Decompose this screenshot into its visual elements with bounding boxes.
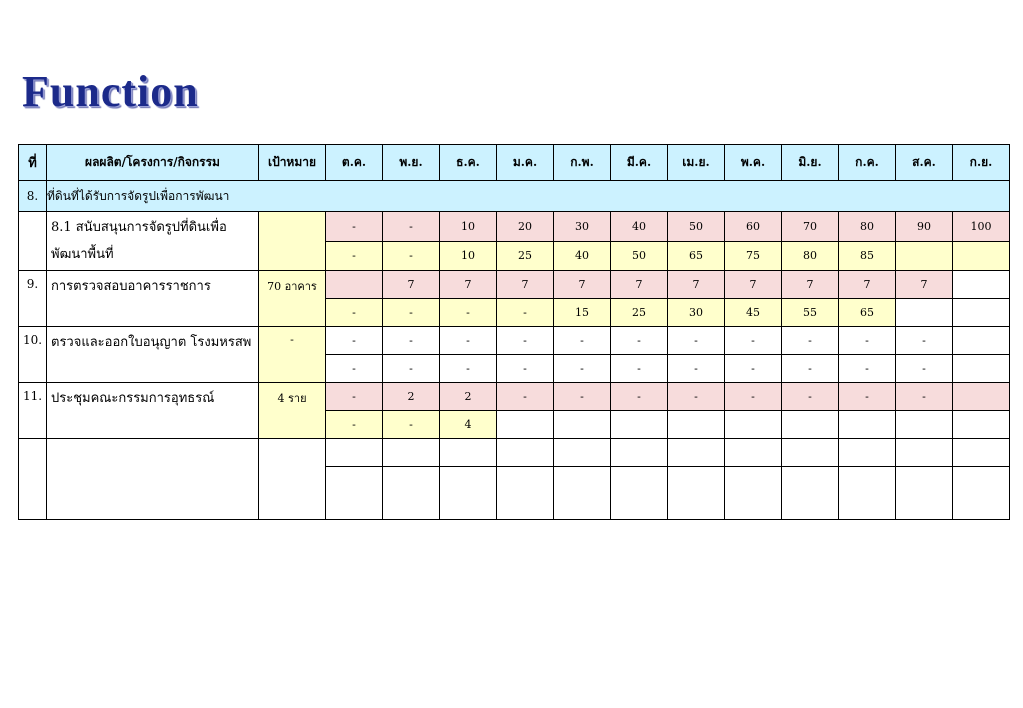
header-target: เป้าหมาย [259,145,326,181]
plan-value-cell: 7 [440,271,497,299]
plan-value-cell: - [326,212,383,242]
actual-value-cell [611,411,668,439]
actual-value-cell [953,299,1010,327]
actual-value-cell: 4 [440,411,497,439]
actual-value-cell: 10 [440,241,497,271]
plan-value-cell: 100 [953,212,1010,242]
actual-value-cell: - [611,355,668,383]
row-target: 70 อาคาร [259,271,326,327]
actual-value-cell [839,411,896,439]
plan-value-cell: 7 [782,271,839,299]
plan-value-cell [953,271,1010,299]
actual-value-cell: - [668,355,725,383]
actual-value-cell [554,411,611,439]
header-month: ก.พ. [554,145,611,181]
empty-cell [326,467,383,520]
row-no: 11. [19,383,47,439]
plan-value-cell [953,383,1010,411]
actual-value-cell: 65 [668,241,725,271]
plan-value-cell: - [839,327,896,355]
actual-value-cell: 15 [554,299,611,327]
row-target: 4 ราย [259,383,326,439]
table-row [19,327,1010,355]
plan-value-cell: 60 [725,212,782,242]
actual-value-cell [782,411,839,439]
empty-cell [725,467,782,520]
empty-cell [440,467,497,520]
plan-value-cell: - [725,383,782,411]
actual-value-cell: 85 [839,241,896,271]
empty-cell [554,467,611,520]
header-month: ต.ค. [326,145,383,181]
plan-value-cell: - [440,327,497,355]
empty-cell [896,467,953,520]
header-month: ก.ย. [953,145,1010,181]
table-row [19,271,1010,299]
actual-value-cell: 25 [611,299,668,327]
actual-value-cell [725,411,782,439]
plan-value-cell: 90 [896,212,953,242]
actual-value-cell: 40 [554,241,611,271]
header-month: พ.ย. [383,145,440,181]
row-activity: 8.1 สนับสนุนการจัดรูปที่ดินเพื่อ พัฒนาพื้นที่ [47,212,259,271]
empty-cell [668,439,725,467]
plan-value-cell: 7 [668,271,725,299]
actual-value-cell: 75 [725,241,782,271]
actual-value-cell: - [326,299,383,327]
actual-value-cell: 65 [839,299,896,327]
actual-value-cell: - [326,355,383,383]
plan-value-cell: 30 [554,212,611,242]
actual-value-cell: - [497,355,554,383]
plan-value-cell: - [554,327,611,355]
actual-value-cell [896,299,953,327]
plan-value-cell [326,271,383,299]
header-month: มิ.ย. [782,145,839,181]
plan-value-cell: - [668,383,725,411]
empty-cell [259,439,326,520]
plan-value-cell: 80 [839,212,896,242]
section-row [19,181,1010,212]
actual-value-cell: - [383,241,440,271]
plan-value-cell: 7 [554,271,611,299]
empty-cell [497,467,554,520]
actual-value-cell [953,355,1010,383]
plan-value-cell: 20 [497,212,554,242]
plan-value-cell: - [611,327,668,355]
plan-value-cell: 7 [383,271,440,299]
actual-value-cell: - [782,355,839,383]
plan-value-cell: 40 [611,212,668,242]
empty-cell [839,439,896,467]
plan-value-cell: - [668,327,725,355]
plan-value-cell: - [725,327,782,355]
empty-cell [47,439,259,520]
section-title: ที่ดินที่ได้รับการจัดรูปเพื่อการพัฒนา [47,181,1010,212]
table-row [19,383,1010,411]
actual-value-cell: - [383,299,440,327]
plan-value-cell: 50 [668,212,725,242]
header-activity: ผลผลิต/โครงการ/กิจกรรม [47,145,259,181]
actual-value-cell: 30 [668,299,725,327]
row-activity: ตรวจและออกใบอนุญาต โรงมหรสพ [47,327,259,383]
actual-value-cell: 50 [611,241,668,271]
plan-value-cell: - [782,383,839,411]
empty-cell [497,439,554,467]
plan-value-cell: - [611,383,668,411]
actual-value-cell: - [440,299,497,327]
plan-value-cell: 7 [611,271,668,299]
empty-cell [440,439,497,467]
plan-value-cell: 10 [440,212,497,242]
empty-cell [326,439,383,467]
plan-value-cell: 7 [839,271,896,299]
plan-value-cell: - [896,327,953,355]
empty-row [19,439,1010,467]
actual-value-cell: 45 [725,299,782,327]
plan-value-cell: 7 [725,271,782,299]
table-row [19,212,1010,242]
plan-value-cell: - [383,212,440,242]
actual-value-cell [896,411,953,439]
header-month: พ.ค. [725,145,782,181]
row-no: 10. [19,327,47,383]
plan-value-cell: 7 [497,271,554,299]
actual-value-cell: - [326,241,383,271]
plan-value-cell: - [896,383,953,411]
page-title: Function [22,67,199,116]
empty-cell [611,467,668,520]
empty-cell [782,439,839,467]
empty-cell [554,439,611,467]
header-month: มี.ค. [611,145,668,181]
empty-cell [953,467,1010,520]
empty-cell [383,467,440,520]
actual-value-cell: - [497,299,554,327]
actual-value-cell: - [839,355,896,383]
actual-value-cell: 25 [497,241,554,271]
plan-value-cell: - [383,327,440,355]
actual-value-cell [896,241,953,271]
plan-value-cell: - [839,383,896,411]
plan-value-cell: 2 [440,383,497,411]
actual-value-cell: - [440,355,497,383]
empty-cell [953,439,1010,467]
plan-value-cell: - [497,383,554,411]
header-month: ธ.ค. [440,145,497,181]
actual-value-cell [497,411,554,439]
plan-value-cell: 2 [383,383,440,411]
header-month: ม.ค. [497,145,554,181]
row-no [19,212,47,271]
actual-value-cell: - [725,355,782,383]
empty-cell [839,467,896,520]
actual-value-cell: 80 [782,241,839,271]
operation-plan-table [18,144,1010,520]
empty-cell [782,467,839,520]
section-no: 8. [19,181,47,212]
actual-value-cell: - [326,411,383,439]
plan-value-cell: - [326,383,383,411]
empty-cell [19,439,47,520]
plan-value-cell: - [782,327,839,355]
actual-value-cell [953,411,1010,439]
header-month: ส.ค. [896,145,953,181]
actual-value-cell: - [383,411,440,439]
empty-cell [383,439,440,467]
row-no: 9. [19,271,47,327]
row-activity: ประชุมคณะกรรมการอุทธรณ์ [47,383,259,439]
empty-cell [611,439,668,467]
actual-value-cell: 55 [782,299,839,327]
actual-value-cell [668,411,725,439]
plan-value-cell: 70 [782,212,839,242]
actual-value-cell: - [554,355,611,383]
row-target [259,212,326,271]
header-row [19,145,1010,181]
row-activity: การตรวจสอบอาคารราชการ [47,271,259,327]
plan-value-cell [953,327,1010,355]
plan-value-cell: - [497,327,554,355]
actual-value-cell: - [383,355,440,383]
row-target: - [259,327,326,383]
plan-value-cell: - [554,383,611,411]
header-no: ที่ [19,145,47,181]
empty-cell [896,439,953,467]
plan-value-cell: - [326,327,383,355]
actual-value-cell [953,241,1010,271]
plan-value-cell: 7 [896,271,953,299]
header-month: ก.ค. [839,145,896,181]
header-month: เม.ย. [668,145,725,181]
empty-cell [725,439,782,467]
actual-value-cell: - [896,355,953,383]
empty-cell [668,467,725,520]
